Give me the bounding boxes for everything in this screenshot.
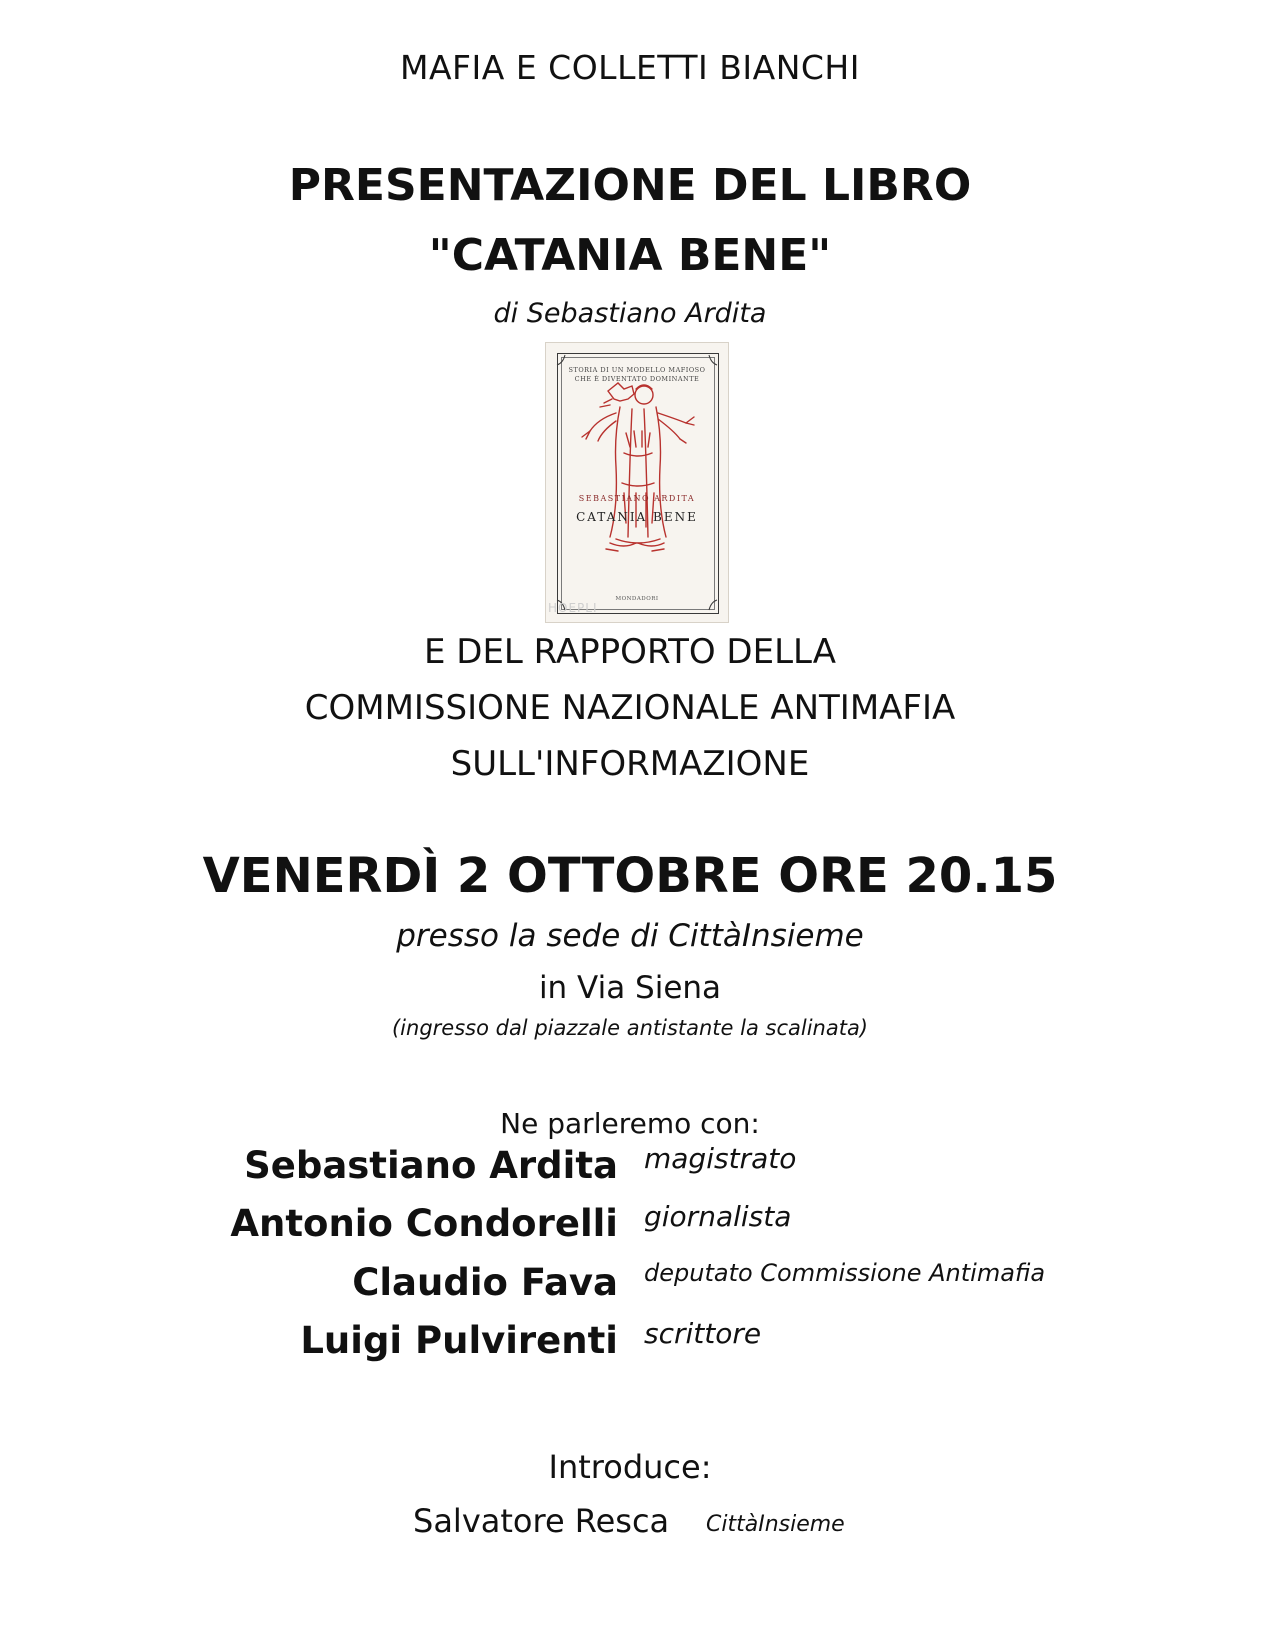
moderator-label: Introduce: [548,1448,712,1486]
speaker-role: deputato Commissione Antimafia [644,1259,1046,1287]
cover-subtitle-line1: STORIA DI UN MODELLO MAFIOSO [568,366,706,374]
report-line3: SULL'INFORMAZIONE [450,744,810,784]
moderator-org: CittàInsieme [706,1512,845,1537]
cover-publisher: MONDADORI [615,596,659,602]
speaker-name: Claudio Fava [352,1261,618,1304]
cover-author: SEBASTIANO ARDITA [578,494,696,503]
book-cover-image [546,343,728,622]
cover-subtitle-line2: CHE È DIVENTATO DOMINANTE [574,375,700,383]
speaker-name: Sebastiano Ardita [244,1144,618,1187]
report-line2: COMMISSIONE NAZIONALE ANTIMAFIA [304,688,956,728]
presentation-title-line1: PRESENTAZIONE DEL LIBRO [288,160,972,211]
book-title: "CATANIA BENE" [428,230,832,281]
book-author: di Sebastiano Ardita [493,298,767,329]
speaker-role: magistrato [644,1142,797,1175]
event-venue: presso la sede di CittàInsieme [396,918,864,954]
cover-watermark: HOEPLI [548,601,598,615]
event-series-title: MAFIA E COLLETTI BIANCHI [400,48,860,87]
speaker-role: scrittore [644,1317,762,1350]
report-line1: E DEL RAPPORTO DELLA [423,632,837,672]
event-entrance-note: (ingresso dal piazzale antistante la scalinata) [391,1016,869,1040]
event-street: in Via Siena [538,970,722,1006]
speakers-intro: Ne parleremo con: [500,1107,760,1140]
cover-woodcut-illustration [546,343,728,622]
cover-title: CATANIA BENE [576,510,698,524]
event-date: VENERDÌ 2 OTTOBRE ORE 20.15 [202,848,1058,904]
speaker-name: Antonio Condorelli [230,1202,618,1245]
moderator-name: Salvatore Resca [413,1502,670,1540]
speaker-role: giornalista [644,1200,792,1233]
speaker-name: Luigi Pulvirenti [300,1319,618,1362]
